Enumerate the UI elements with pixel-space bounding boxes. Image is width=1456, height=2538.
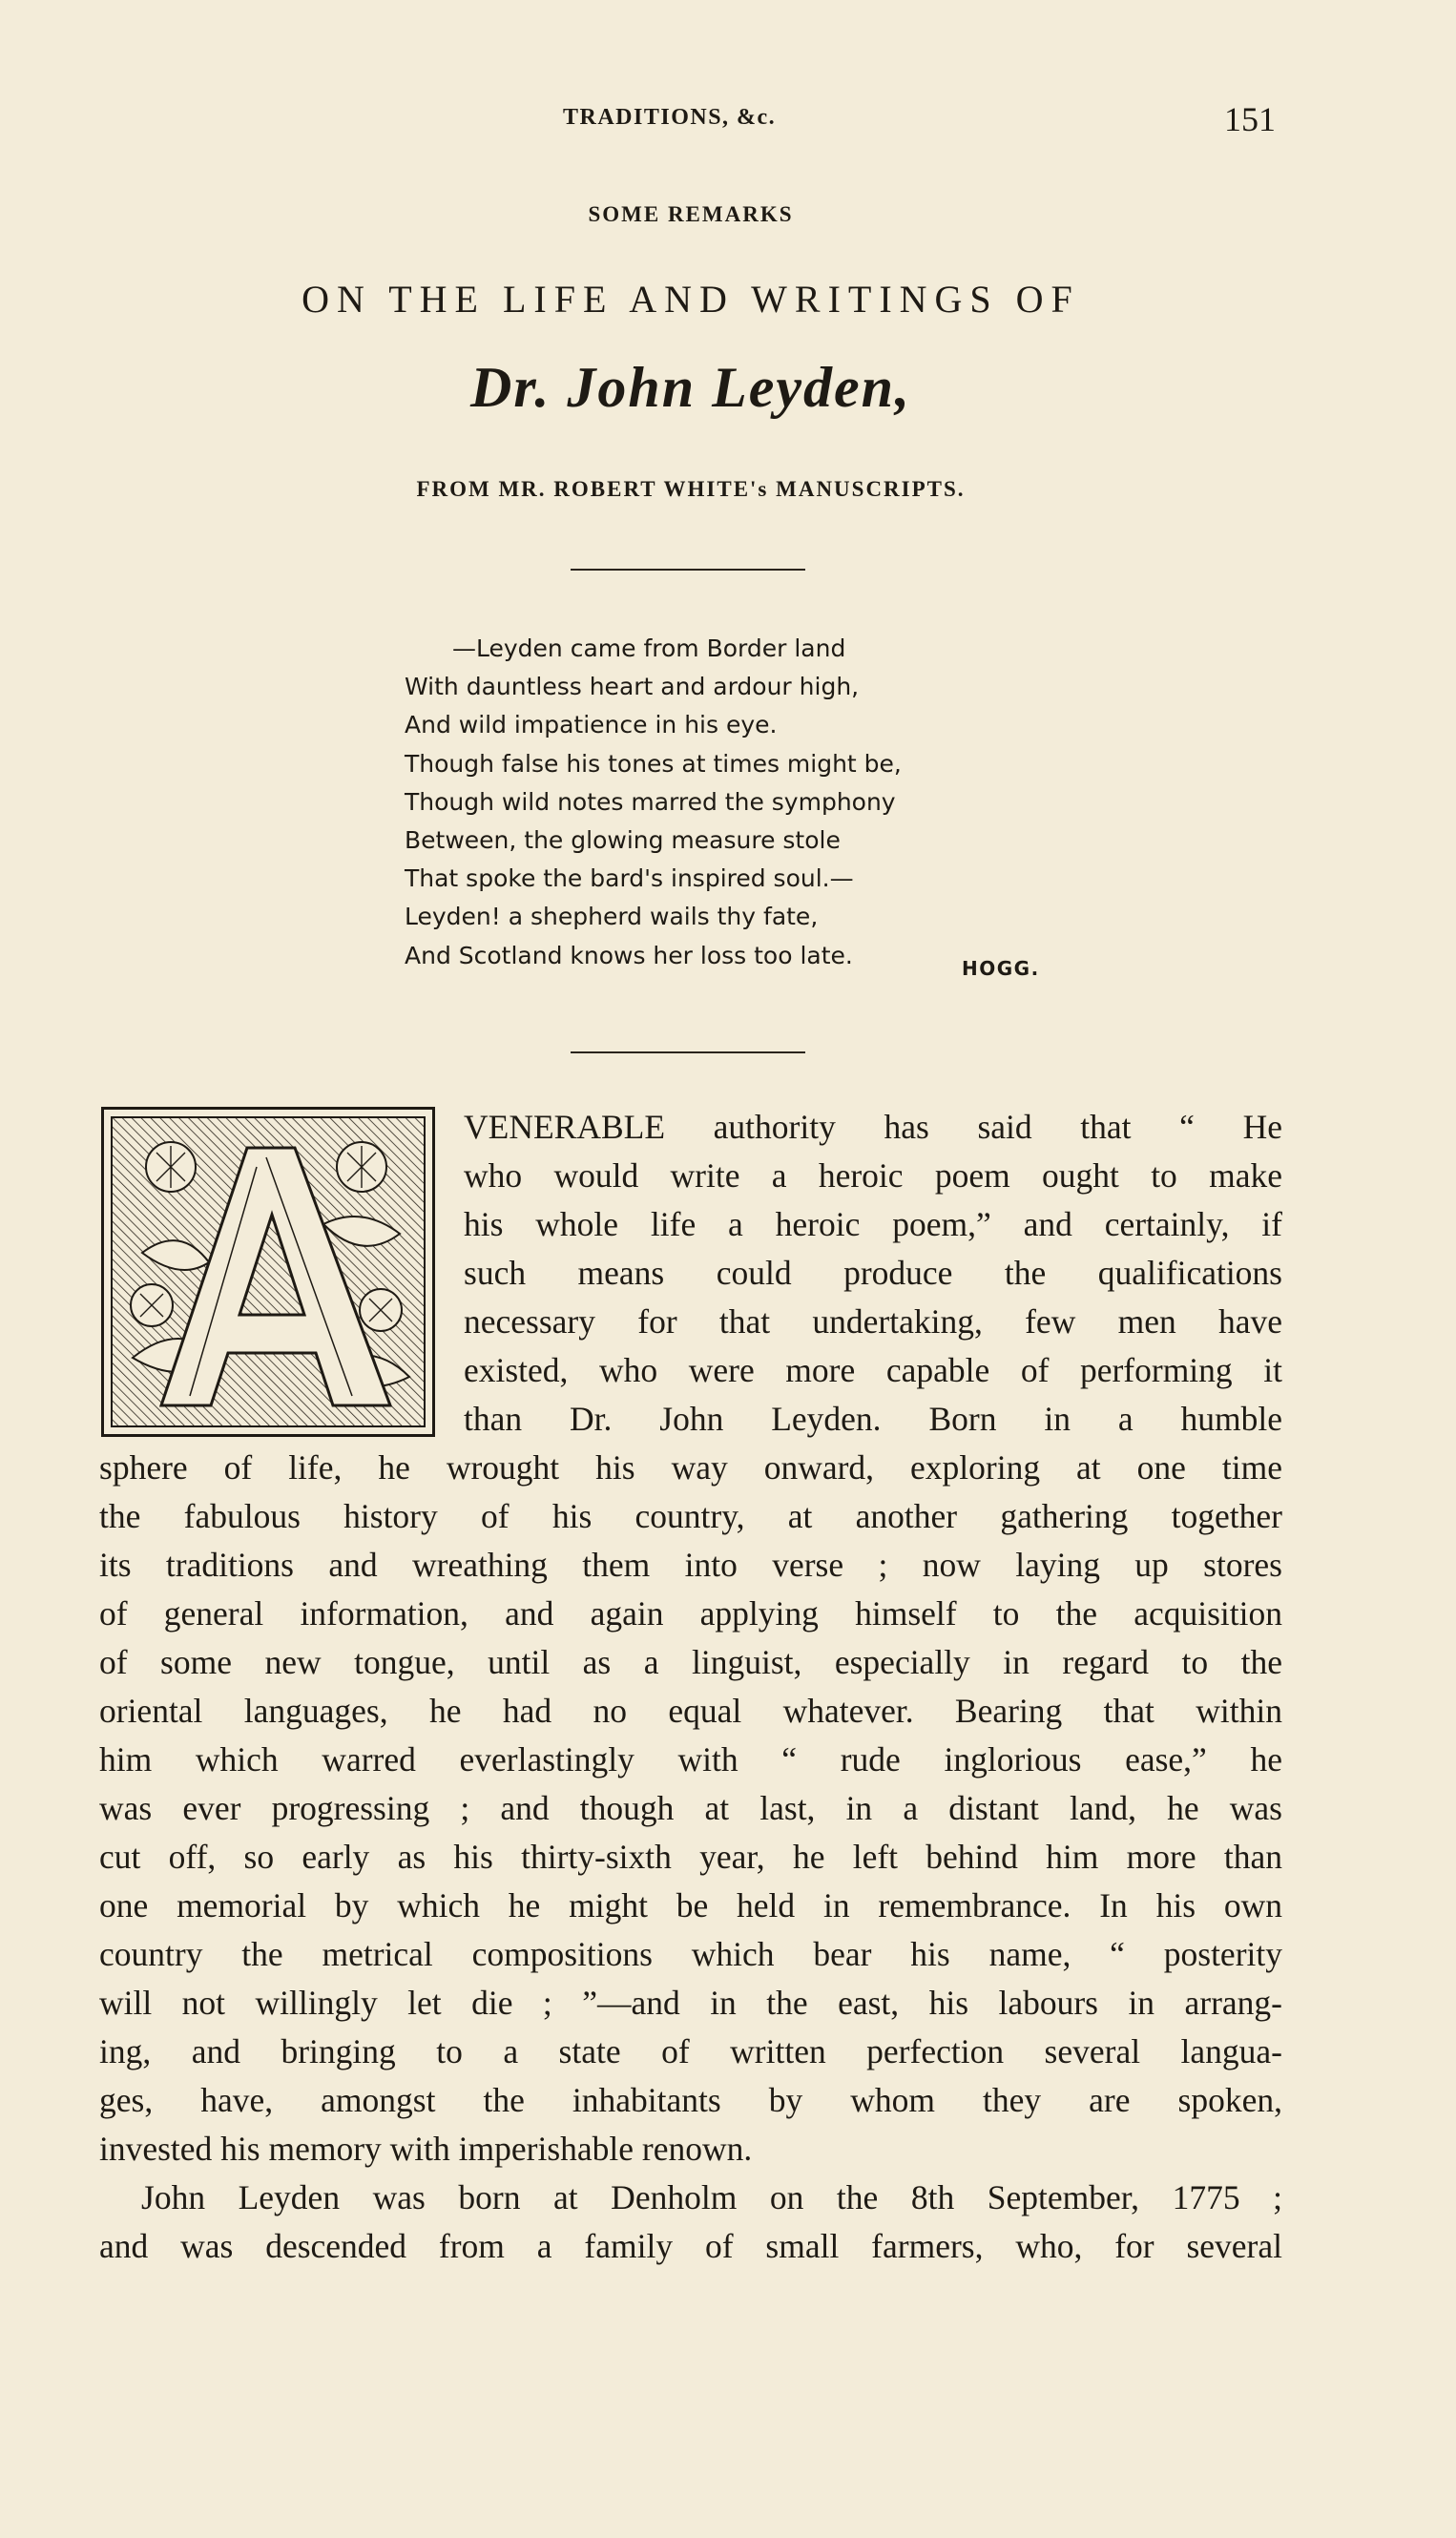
text-line: John Leyden was born at Denholm on the 8th September, 1775 ; — [141, 2178, 1282, 2216]
epigraph — [405, 630, 1092, 975]
text-line: invested his memory with imperishable renown. — [99, 2130, 753, 2168]
epigraph-line: Though false his tones at times might be, — [405, 749, 902, 778]
text-line: oriental languages, he had no equal whatever. Bearing that within — [99, 1692, 1282, 1730]
text-line: its traditions and wreathing them into verse ; now laying up stores — [99, 1546, 1282, 1584]
text-line: and was descended from a family of small farmers, who, for several — [99, 2227, 1282, 2265]
text-line: his whole life a heroic poem,” and certainly, if — [464, 1205, 1282, 1243]
text-line: ges, have, amongst the inhabitants by whom they are spoken, — [99, 2081, 1282, 2119]
page-number: 151 — [1224, 100, 1276, 138]
text-line: country the metrical compositions which bear his name, “ posterity — [99, 1935, 1282, 1973]
text-line: him which warred everlastingly with “ rude inglorious ease,” he — [99, 1740, 1282, 1779]
text-line: one memorial by which he might be held in remembrance. In his own — [99, 1886, 1282, 1924]
divider-rule-bottom — [571, 1051, 805, 1053]
epigraph-line: And Scotland knows her loss too late. — [405, 941, 853, 969]
divider-rule-top — [571, 569, 805, 571]
article-body — [99, 1103, 1282, 2271]
text-line: sphere of life, he wrought his way onward, exploring at one time — [99, 1448, 1282, 1487]
article-subject: Dr. John Leyden, — [469, 356, 912, 419]
text-line: of some new tongue, until as a linguist, especially in regard to the — [99, 1643, 1282, 1681]
epigraph-line: —Leyden came from Border land — [452, 634, 846, 662]
text-line: will not willingly let die ; ”—and in the east, his labours in arrang- — [99, 1984, 1282, 2022]
epigraph-line: And wild impatience in his eye. — [405, 711, 778, 739]
epigraph-line: Leyden! a shepherd wails thy fate, — [405, 903, 819, 931]
text-line: than Dr. John Leyden. Born in a humble — [464, 1400, 1282, 1438]
running-head-title: TRADITIONS, &c. — [563, 105, 777, 130]
article-source: FROM MR. ROBERT WHITE's MANUSCRIPTS. — [416, 477, 966, 501]
epigraph-line: That spoke the bard's inspired soul.— — [405, 864, 854, 893]
epigraph-line: Between, the glowing measure stole — [405, 825, 841, 854]
epigraph-line: With dauntless heart and ardour high, — [405, 673, 860, 701]
text-line: VENERABLE authority has said that “ He — [464, 1108, 1282, 1146]
text-line: such means could produce the qualifications — [464, 1254, 1282, 1292]
text-line: was ever progressing ; and though at last, in a distant land, he was — [99, 1789, 1282, 1827]
epigraph-attribution: HOGG. — [962, 957, 1040, 980]
text-line: the fabulous history of his country, at another gathering together — [99, 1497, 1282, 1535]
text-line: of general information, and again applying himself to the acquisition — [99, 1594, 1282, 1633]
article-kicker: SOME REMARKS — [588, 202, 794, 226]
text-line: cut off, so early as his thirty-sixth year, he left behind him more than — [99, 1838, 1282, 1876]
article-title: ON THE LIFE AND WRITINGS OF — [302, 278, 1080, 321]
text-line: who would write a heroic poem ought to make — [464, 1156, 1282, 1195]
text-line: necessary for that undertaking, few men have — [464, 1302, 1282, 1341]
epigraph-line: Though wild notes marred the symphony — [405, 787, 896, 816]
running-head — [0, 99, 1456, 137]
text-line: ing, and bringing to a state of written perfection several langua- — [99, 2032, 1282, 2070]
text-line: existed, who were more capable of performing it — [464, 1351, 1282, 1389]
